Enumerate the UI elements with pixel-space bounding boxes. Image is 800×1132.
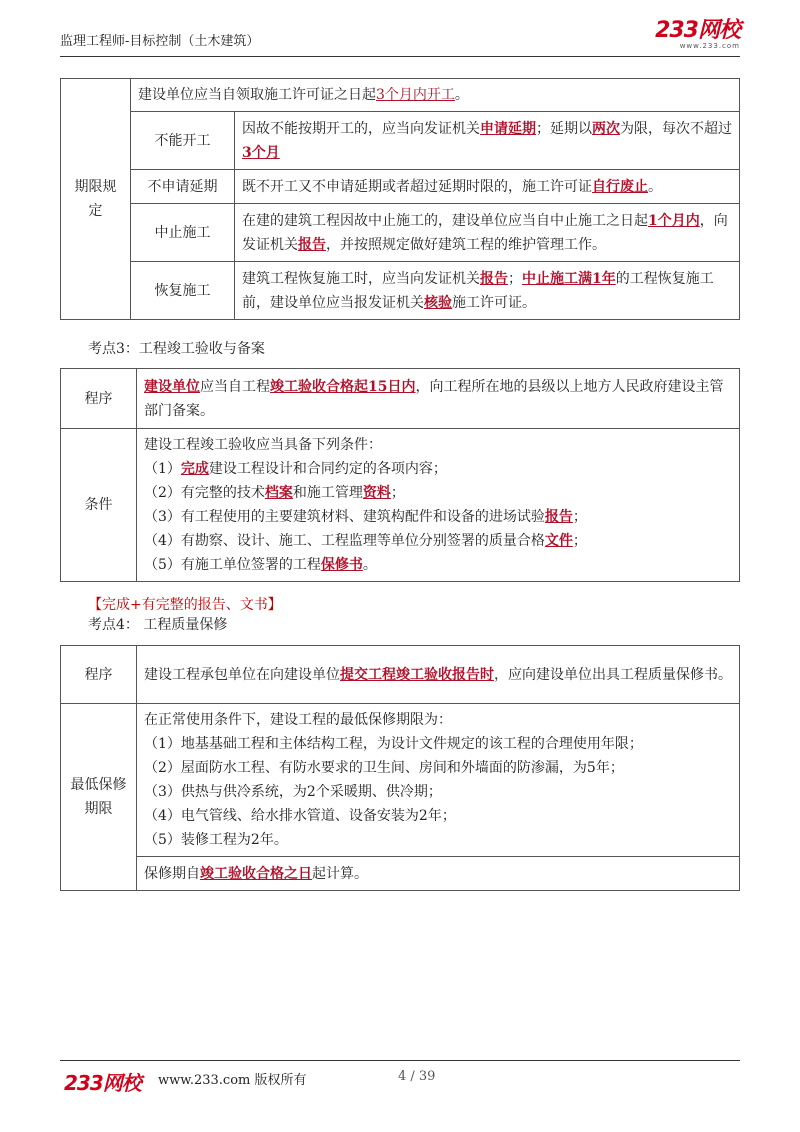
table-row (61, 646, 740, 704)
acceptance-table (60, 368, 740, 582)
page-number: 4 / 39 (398, 1069, 436, 1084)
table-cell: 建设工程承包单位在向建设单位提交工程竣工验收报告时，应向建设单位出具工程质量保修书。 (137, 646, 740, 704)
page-footer (60, 1060, 740, 1097)
row-label: 程序 (61, 369, 137, 429)
table-cell: 既不开工又不申请延期或者超过延期时限的，施工许可证自行废止。 (235, 170, 740, 204)
table-cell: 建设单位应当自领取施工许可证之日起3个月内开工。 (131, 79, 740, 112)
warranty-table (60, 645, 740, 891)
table-row (61, 79, 740, 112)
table-cell: 保修期自竣工验收合格之日起计算。 (137, 857, 740, 891)
table-cell: 建设工程竣工验收应当具备下列条件： （1）完成建设工程设计和合同约定的各项内容； （2）有完整的技术档案和施工管理资料； （3）有工程使用的主要建筑材料、建筑构配件和设备的进场试验报告； （4）有勘察、设计、施工、工程监理等单位分别签署的质量合格文件； （5）有施工单位签署的工程保修书。 (137, 429, 740, 582)
table-cell: 因故不能按期开工的，应当向发证机关申请延期；延期以两次为限，每次不超过3个月 (235, 112, 740, 170)
deadline-table (60, 78, 740, 320)
table-row (61, 204, 740, 262)
footer-logo: 233网校 (64, 1071, 141, 1095)
table-row (61, 112, 740, 170)
row-label: 程序 (61, 646, 137, 704)
table-row (61, 262, 740, 320)
table-row (61, 170, 740, 204)
section-heading-4: 考点4： 工程质量保修 (88, 617, 228, 633)
row-label: 条件 (61, 429, 137, 582)
section-heading-3: 考点3：工程竣工验收与备案 (88, 341, 265, 357)
logo-url: www.233.com (679, 42, 740, 50)
row-label: 不申请延期 (131, 170, 235, 204)
table-row (61, 857, 740, 891)
table-cell: 在正常使用条件下，建设工程的最低保修期限为： （1）地基基础工程和主体结构工程，为设计文件规定的该工程的合理使用年限； （2）屋面防水工程、有防水要求的卫生间、房间和外墙面的防渗漏，为5年； （3）供热与供冷系统，为2个采暖期、供冷期； （4）电气管线、给水排水管道、设备安装为2年； （5）装修工程为2年。 (137, 704, 740, 857)
table-row (61, 704, 740, 857)
row-label: 恢复施工 (131, 262, 235, 320)
logo-text: 233网校 (655, 18, 740, 43)
summary-note: 【完成+有完整的报告、文书】 (88, 597, 282, 613)
footer-copyright: www.233.com 版权所有 (158, 1073, 307, 1088)
row-label: 中止施工 (131, 204, 235, 262)
table-row (61, 429, 740, 582)
table-cell: 在建的建筑工程因故中止施工的，建设单位应当自中止施工之日起1个月内，向发证机关报告，并按照规定做好建筑工程的维护管理工作。 (235, 204, 740, 262)
row-label: 不能开工 (131, 112, 235, 170)
row-label: 最低保修期限 (61, 704, 137, 891)
table-row (61, 369, 740, 429)
document-title: 监理工程师-目标控制（土木建筑） (60, 34, 260, 49)
table-cell: 建设单位应当自工程竣工验收合格起15日内，向工程所在地的县级以上地方人民政府建设主管部门备案。 (137, 369, 740, 429)
section-label: 期限规定 (61, 79, 131, 320)
brand-logo (655, 20, 740, 50)
page-header (60, 20, 740, 57)
table-cell: 建筑工程恢复施工时，应当向发证机关报告；中止施工满1年的工程恢复施工前，建设单位应当报发证机关核验施工许可证。 (235, 262, 740, 320)
